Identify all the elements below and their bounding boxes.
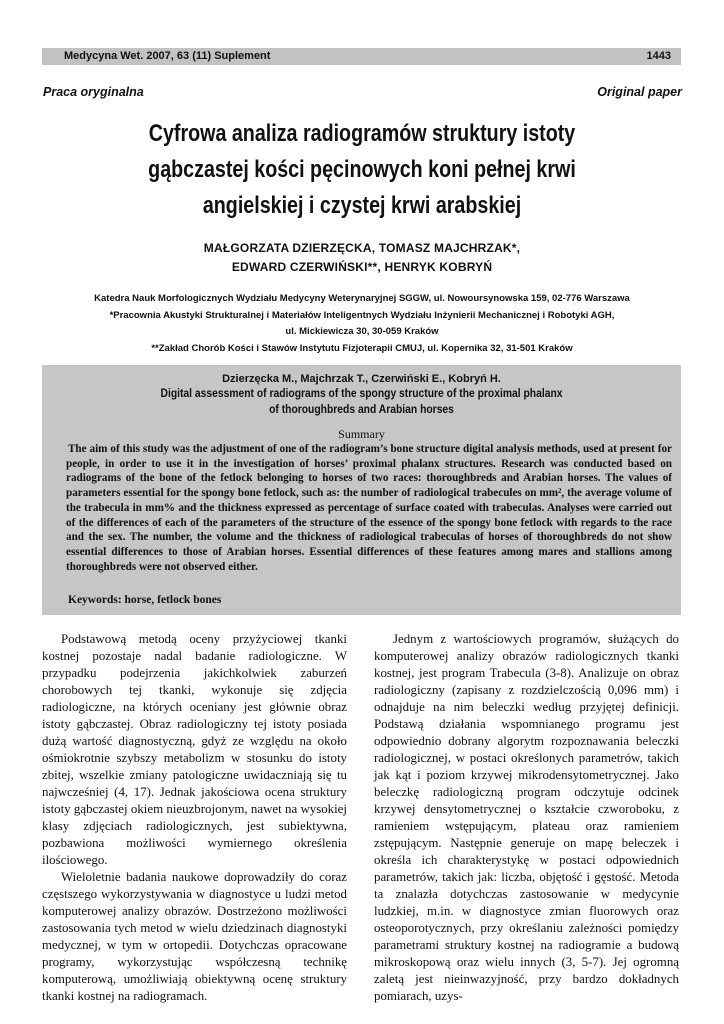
affiliation-line: **Zakład Chorób Kości i Stawów Instytutu Fizjoterapii CMUJ, ul. Kopernika 32, 31-501 Kraków <box>151 342 573 354</box>
affiliations <box>42 291 682 357</box>
english-title-line: Digital assessment of radiograms of the spongy structure of the proximal phalanx <box>160 386 563 400</box>
abstract-line: The aim of this study was the adjustment of one of the radiogram’s bone structure digital analysis methods, <box>68 443 583 455</box>
abstract-line: stallions among thoroughbreds were not observed either. <box>66 545 672 573</box>
abstract-text <box>66 442 672 574</box>
affiliation-line: *Pracownia Akustyki Strukturalnej i Materiałów Inteligentnych Wydziału Inżynierii Mechanicznej i Robotyki AGH, <box>109 309 615 321</box>
abstract-line: of the parameters of the structure of the essence of the spongy bone fetlock with regards to the race and the <box>66 516 672 544</box>
abstract-line: used at present for people, in order to use it in the investigation of horses’ proximal phalanx structures. <box>66 443 673 470</box>
page-number: 1443 <box>646 50 671 62</box>
english-title-line: of thoroughbreds and Arabian horses <box>269 402 454 416</box>
summary-heading: Summary <box>338 427 385 441</box>
title-line: angielskiej i czystej krwi arabskiej <box>202 192 522 219</box>
abstract-line: Research was conducted based on radiograms of the bone of the fetlock belonging to horses of two races: <box>66 457 672 485</box>
title-line: gąbczastej kości pęcinowych koni pełnej krwi <box>148 156 576 183</box>
body-column-right <box>374 631 679 1005</box>
paper-type-english: Original paper <box>597 85 682 99</box>
body-paragraph: Wieloletnie badania naukowe doprowadziły do coraz częstszego wykorzystywania w diagnostyce u ludzi metod komputerowej analizy obrazów. Dostrzeżono możliwości zastosowania tych metod w wielu dziedzinach diagnostyki medycznej, w tym w ortopedii. Dotychczas opracowane programy, wykorzystując współczesną technikę komputerową, umożliwiają obiektywną ocenę struktury tkanki kostnej na radiogramach. <box>42 870 347 1003</box>
abstract-line: the number of radiological trabecules on mm², the average volume of the trabecula in mm% and the thickness <box>66 487 672 514</box>
paper-type-polish: Praca oryginalna <box>43 85 144 99</box>
keywords: Keywords: horse, fetlock bones <box>68 594 222 606</box>
article-title <box>114 116 609 224</box>
abstract-line: show essential differences to those of Arabian horses. Essential differences of these features among mares and <box>66 531 672 558</box>
abstract-line: sex. The number, the volume and the thickness of radiological trabeculas of horses of thoroughbreds do not <box>107 531 648 544</box>
author-line: MAŁGORZATA DZIERZĘCKA, TOMASZ MAJCHRZAK*, <box>203 241 521 255</box>
body-column-left <box>42 631 347 1005</box>
abstract-authors: Dzierzęcka M., Majchrzak T., Czerwiński E., Kobryń H. <box>222 373 501 385</box>
body-paragraph: Jednym z wartościowych programów, służących do komputerowej analizy obrazów radiologicznych tkanki kostnej, jest program Trabecula (3-8). Analizuje on obraz radiologiczny (zapisany z rozdzielczością 0,096 mm) i odnajduje na nim beleczki według przyjętej definicji. Podstawą działania wspomnianego programu jest odpowiednio dobrany algorytm rozpoznawania beleczki radiologicznej, w postaci określonych parametrów, takich jak kąt i poziom krzywej mikrodensytometrycznej. Jako beleczkę radiologiczną program odczytuje odcinek krzywej densytometrycznej o kształcie czworoboku, z ramieniem wstępującym, plateau oraz ramieniem zstępującym. Następnie generuje on mapę beleczek i określa ich charakterystykę w postaci odpowiednich parametrów, takich jak: liczba, objętość i gęstość. Metoda ta znalazła dotychczas zastosowanie w medycynie ludzkiej, m.in. w diagnostyce zmian fluorowych oraz osteoporotycznych, przy określaniu zależności pomiędzy parametrami struktury kostnej na radiogramie a budową mikroskopową oraz wielu innych (3, 5-7). Jej ogromną zaletą jest nieinwazyjność, przy bardzo dokładnych pomiarach, uzys- <box>374 632 679 1003</box>
english-title <box>87 385 637 417</box>
running-header <box>42 48 681 65</box>
author-list <box>42 239 682 277</box>
affiliation-line: ul. Mickiewicza 30, 30-059 Kraków <box>285 326 439 337</box>
abstract-box <box>42 365 681 615</box>
body-paragraph: Podstawową metodą oceny przyżyciowej tkanki kostnej pozostaje nadal badanie radiologiczne. W przypadku podejrzenia jakichkolwiek zaburzeń chorobowych tej tkanki, wykonuje się zdjęcia radiologiczne, na których oceniany jest głównie obraz istoty gąbczastej. Obraz radiologiczny tej istoty posiada dużą wartość diagnostyczną, gdyż ze względu na około ośmiokrotnie szybszy metabolizm w stosunku do istoty zbitej, wszelkie zmiany patologiczne uwidaczniają się tu najwcześniej (4, 17). Jednak jakościowa ocena struktury istoty gąbczastej okiem nieuzbrojonym, nawet na wysokiej klasy zdjęciach radiologicznych, jest subiektywna, pozbawiona możliwości wymiernego określenia ilościowego. <box>42 632 347 867</box>
abstract-line: expressed as percentage of surface coated with trabeculas. Analyses were carried out of the differences of each <box>66 501 672 529</box>
affiliation-line: Katedra Nauk Morfologicznych Wydziału Medycyny Weterynaryjnej SGGW, ul. Nowoursynowska 159, 02-776 Warszawa <box>94 293 630 304</box>
journal-citation: Medycyna Wet. 2007, 63 (11) Suplement <box>64 50 271 62</box>
author-line: EDWARD CZERWIŃSKI**, HENRYK KOBRYŃ <box>231 260 493 274</box>
abstract-line: thoroughbreds and Arabian horses. The values of parameters essential for the spongy bone fetlock, such as: <box>66 472 672 500</box>
title-line: Cyfrowa analiza radiogramów struktury istoty <box>148 120 576 147</box>
